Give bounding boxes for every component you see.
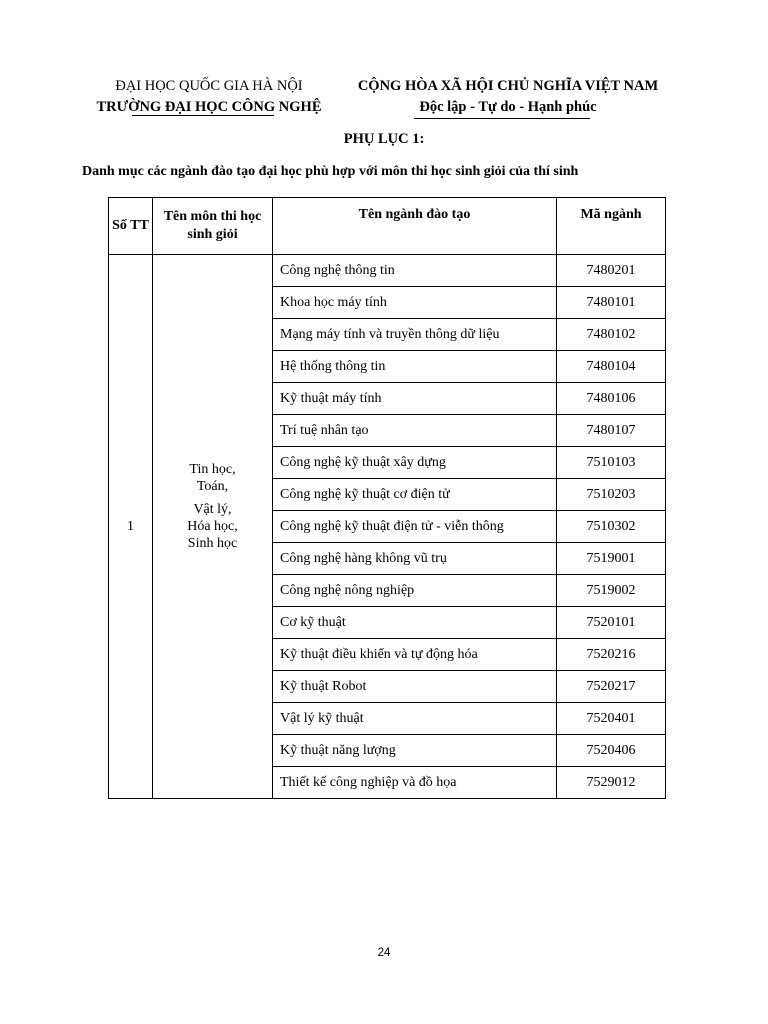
country-name: CỘNG HÒA XÃ HỘI CHỦ NGHĨA VIỆT NAM	[357, 78, 659, 94]
subject-item: Tin học,	[189, 462, 236, 477]
major-code: 7529012	[557, 767, 666, 799]
table-body	[109, 255, 666, 799]
subject-item: Vật lý,	[193, 502, 232, 517]
subject-cell	[153, 255, 273, 799]
major-name: Kỹ thuật điều khiển và tự động hóa	[273, 639, 557, 671]
header-subject: Tên môn thi học sinh giỏi	[153, 198, 273, 255]
major-code: 7520406	[557, 735, 666, 767]
major-code: 7510302	[557, 511, 666, 543]
header-major: Tên ngành đào tạo	[273, 198, 557, 255]
major-name: Công nghệ hàng không vũ trụ	[273, 543, 557, 575]
national-motto: Độc lập - Tự do - Hạnh phúc	[419, 99, 597, 115]
major-code: 7480104	[557, 351, 666, 383]
stt-cell: 1	[109, 255, 153, 799]
majors-table	[108, 197, 666, 799]
major-name: Kỹ thuật máy tính	[273, 383, 557, 415]
school-name-underline	[132, 115, 274, 116]
major-code: 7519002	[557, 575, 666, 607]
major-code: 7480102	[557, 319, 666, 351]
major-code: 7520217	[557, 671, 666, 703]
header-stt: Số TT	[109, 198, 153, 255]
major-name: Cơ kỹ thuật	[273, 607, 557, 639]
header-code: Mã ngành	[557, 198, 666, 255]
university-name: ĐẠI HỌC QUỐC GIA HÀ NỘI	[115, 78, 303, 94]
major-name: Công nghệ kỹ thuật xây dựng	[273, 447, 557, 479]
major-code: 7520401	[557, 703, 666, 735]
subject-item: Sinh học	[187, 536, 238, 551]
major-code: 7520101	[557, 607, 666, 639]
major-code: 7510103	[557, 447, 666, 479]
national-header	[352, 76, 664, 118]
major-code: 7480106	[557, 383, 666, 415]
major-name: Kỹ thuật Robot	[273, 671, 557, 703]
major-code: 7480101	[557, 287, 666, 319]
major-name: Khoa học máy tính	[273, 287, 557, 319]
major-code: 7520216	[557, 639, 666, 671]
appendix-title: PHỤ LỤC 1:	[343, 131, 425, 147]
motto-underline	[414, 118, 590, 119]
major-name: Công nghệ kỹ thuật cơ điện tử	[273, 479, 557, 511]
school-name: TRƯỜNG ĐẠI HỌC CÔNG NGHỆ	[96, 99, 322, 115]
major-name: Mạng máy tính và truyền thông dữ liệu	[273, 319, 557, 351]
major-code: 7480107	[557, 415, 666, 447]
page-number: 24	[377, 947, 391, 959]
table-header-row	[109, 198, 666, 255]
major-name: Kỹ thuật năng lượng	[273, 735, 557, 767]
subject-item: Toán,	[196, 479, 229, 494]
major-name: Công nghệ nông nghiệp	[273, 575, 557, 607]
major-code: 7519001	[557, 543, 666, 575]
major-name: Vật lý kỹ thuật	[273, 703, 557, 735]
major-name: Công nghệ thông tin	[273, 255, 557, 287]
subject-item: Hóa học,	[187, 519, 238, 534]
major-name: Công nghệ kỹ thuật điện tử - viễn thông	[273, 511, 557, 543]
major-code: 7510203	[557, 479, 666, 511]
major-name: Trí tuệ nhân tạo	[273, 415, 557, 447]
table-row	[109, 255, 666, 287]
major-name: Thiết kế công nghiệp và đồ họa	[273, 767, 557, 799]
table-caption: Danh mục các ngành đào tạo đại học phù hợp với môn thi học sinh giỏi của thí sinh	[82, 164, 579, 179]
major-name: Hệ thống thông tin	[273, 351, 557, 383]
issuer-header	[78, 76, 340, 118]
major-code: 7480201	[557, 255, 666, 287]
